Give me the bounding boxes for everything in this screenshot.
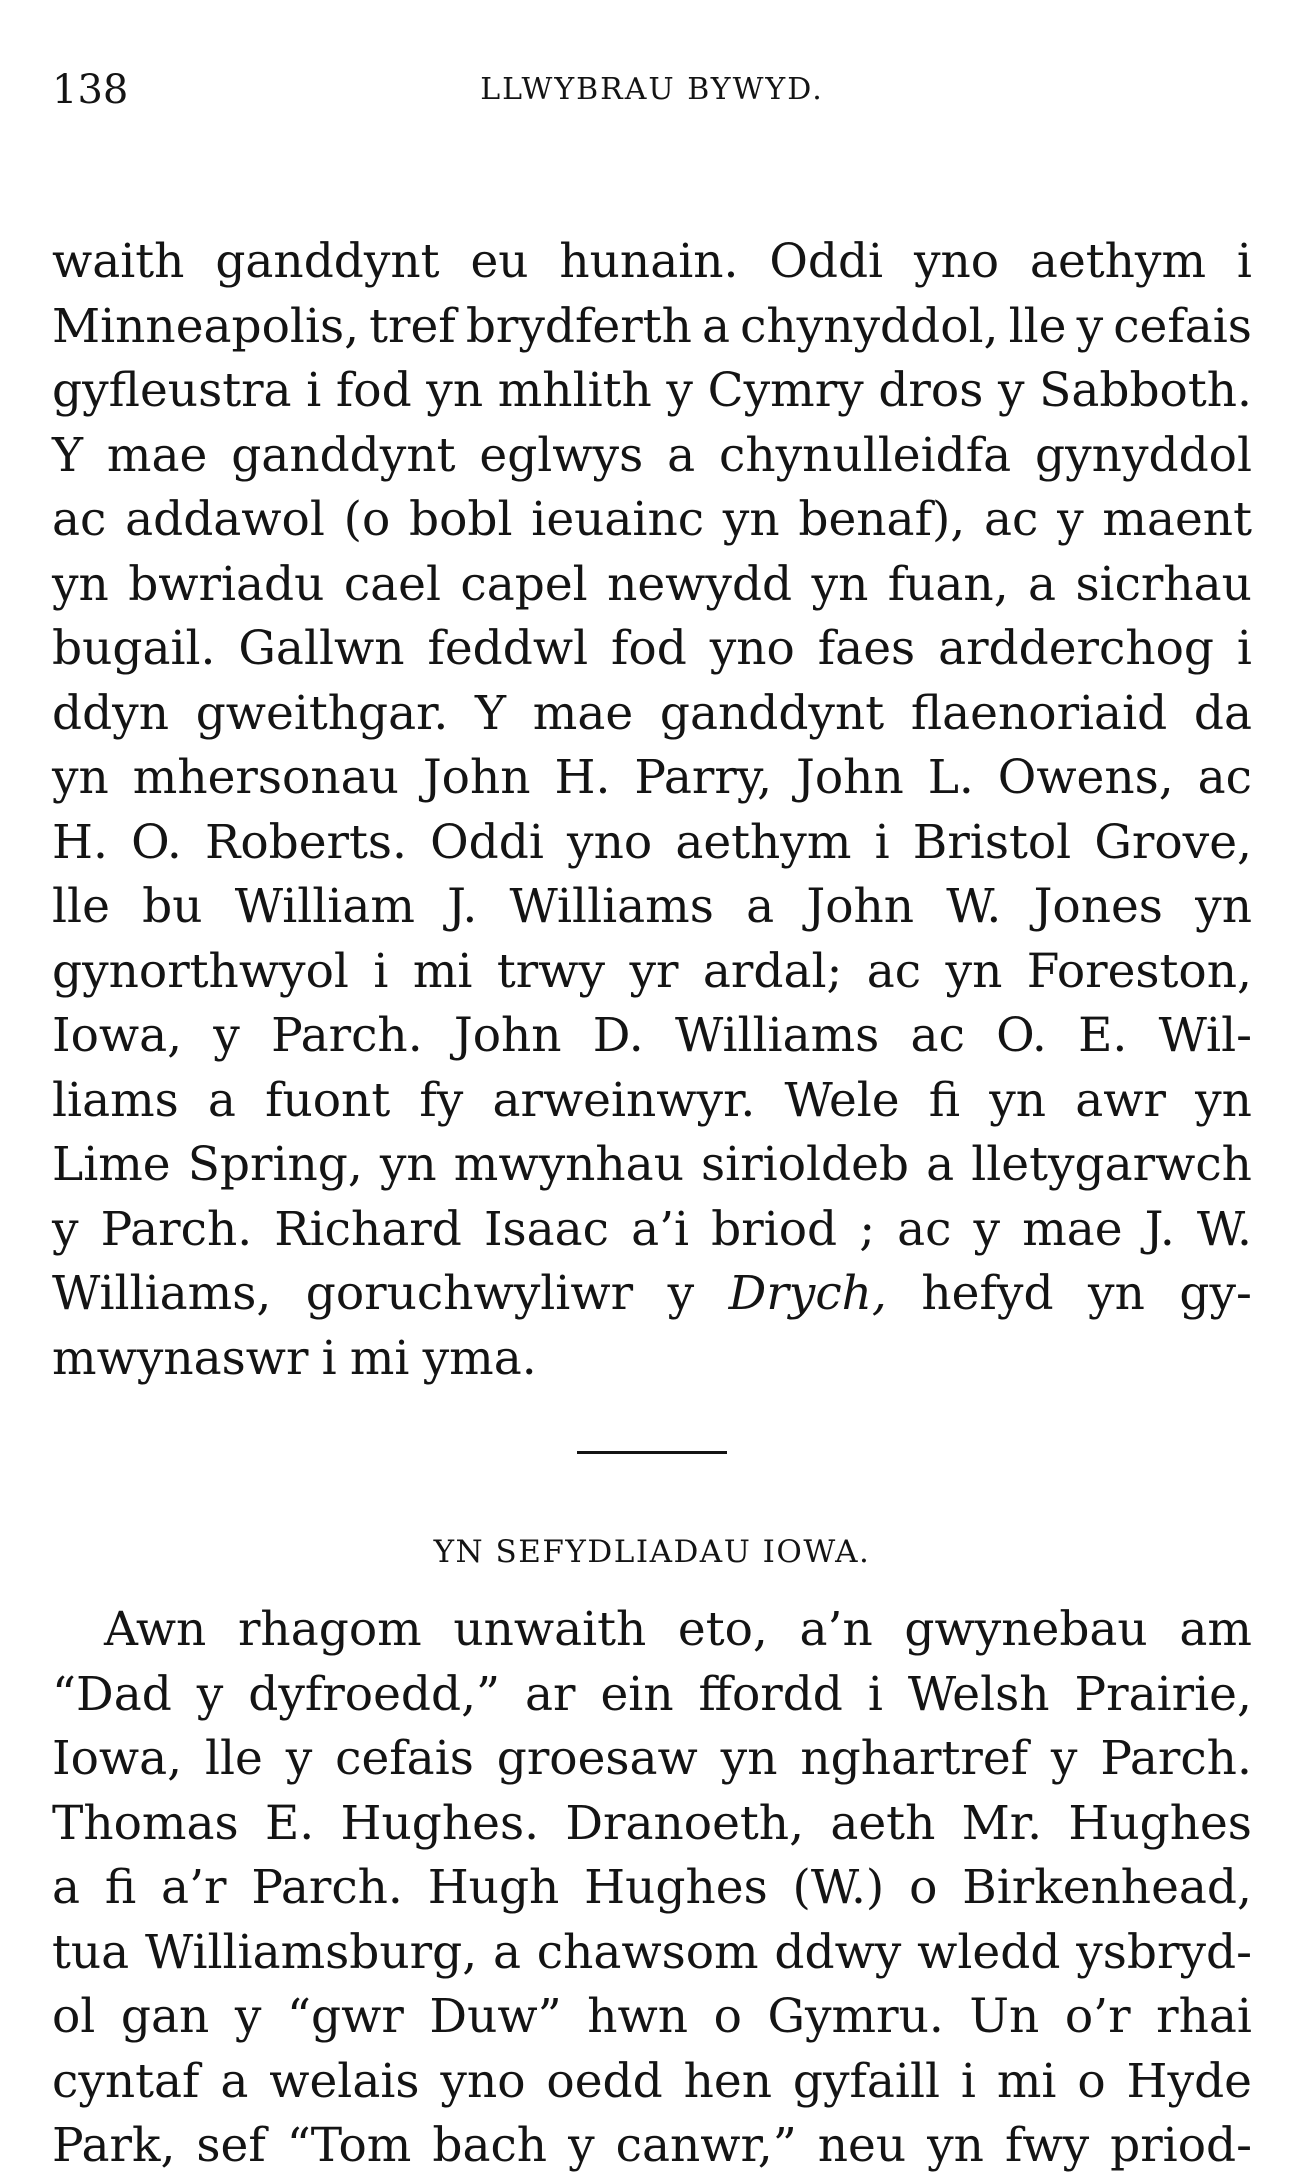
text-line	[52, 1327, 1252, 1392]
word: Richard	[274, 1201, 462, 1257]
word: Mr.	[961, 1795, 1043, 1851]
text-line	[52, 1921, 1252, 1986]
word: dyfroedd,”	[248, 1666, 501, 1722]
word: welais	[269, 2053, 420, 2109]
word: bwriadu	[128, 556, 325, 612]
word: William	[234, 879, 415, 934]
word: Gallwn	[238, 621, 405, 676]
word: dros	[878, 363, 984, 418]
running-title: LLWYBRAU BYWYD.	[480, 72, 824, 107]
word: J.	[447, 879, 478, 934]
word: yn	[989, 1072, 1047, 1128]
word: hen	[683, 2053, 772, 2109]
text-line	[52, 553, 1252, 618]
word: Isaac	[483, 1201, 609, 1257]
word: a	[701, 298, 730, 354]
word: sicrhau	[1075, 556, 1252, 612]
text-line	[52, 2050, 1252, 2115]
word: John	[422, 750, 531, 805]
word: Parch.	[1100, 1731, 1252, 1786]
word: D.	[592, 1008, 644, 1063]
word: lle	[1008, 298, 1067, 354]
word: ac	[910, 1008, 965, 1063]
word: gynorthwyol	[52, 943, 349, 999]
word: ;	[859, 1201, 876, 1257]
word: yno	[567, 814, 653, 870]
word: ar	[525, 1666, 576, 1722]
word: o	[909, 1860, 938, 1915]
word: a	[746, 879, 775, 934]
word: i	[874, 814, 890, 870]
word: newydd	[607, 556, 793, 612]
word: y	[997, 363, 1025, 418]
word: hunain.	[559, 234, 739, 289]
text-line	[52, 1004, 1252, 1069]
word: mi	[412, 943, 473, 999]
word: ieuainc	[531, 492, 705, 547]
word: yr	[629, 943, 679, 999]
word: W.	[946, 879, 1002, 934]
word: eu	[470, 234, 529, 289]
word: Un	[969, 1989, 1040, 2044]
word: brydferth	[465, 298, 692, 354]
word: o	[1077, 2053, 1106, 2109]
word: ddwy	[774, 1924, 902, 1980]
word: unwaith	[453, 1602, 647, 1657]
text-line	[52, 1262, 1252, 1327]
word: a	[926, 1137, 955, 1192]
word: Lime	[52, 1137, 171, 1192]
word: da	[1193, 685, 1252, 741]
word: aeth	[830, 1795, 936, 1851]
word: Hugh	[427, 1860, 560, 1915]
word: Y	[475, 685, 507, 741]
word: Y	[52, 427, 84, 483]
text-line	[52, 1198, 1252, 1263]
paragraph-1	[52, 230, 1252, 1391]
word: ganddynt	[215, 234, 440, 289]
word: Owens,	[997, 750, 1174, 805]
word: Wil-	[1158, 1008, 1252, 1063]
word: Iowa,	[52, 1008, 183, 1063]
text-line	[52, 875, 1252, 940]
word: Hyde	[1126, 2053, 1252, 2109]
word: John	[453, 1008, 562, 1063]
text-line	[52, 1792, 1252, 1857]
word: arweinwyr.	[492, 1072, 756, 1128]
word: Williams	[509, 879, 714, 934]
word: gynyddol	[1035, 427, 1252, 483]
word: H.	[52, 814, 108, 870]
word: Duw”	[429, 1989, 562, 2044]
word: Jones	[1033, 879, 1163, 934]
word: yn	[720, 1731, 778, 1786]
text-line	[52, 940, 1252, 1005]
text-line	[52, 1985, 1252, 2050]
word: o’r	[1064, 1989, 1131, 2044]
word: Roberts.	[204, 814, 407, 870]
word: ol	[52, 1989, 96, 2044]
word: E.	[1078, 1008, 1128, 1063]
word: bach	[432, 2118, 548, 2173]
word: waith	[52, 234, 185, 289]
word: y	[667, 1266, 695, 1321]
word: briod	[711, 1201, 838, 1257]
word: ganddynt	[231, 427, 456, 483]
word: y	[666, 363, 693, 418]
word: fwy	[1004, 2118, 1090, 2173]
word: Thomas	[52, 1795, 239, 1851]
word: ardal;	[702, 943, 843, 999]
word: gwynebau	[904, 1602, 1148, 1657]
word: tref	[369, 298, 456, 354]
word: yno	[709, 621, 795, 676]
word: wledd	[917, 1924, 1061, 1980]
word: bugail.	[52, 621, 216, 676]
text-line	[52, 1856, 1252, 1921]
word: sef	[196, 2118, 266, 2173]
word: bobl	[409, 492, 513, 547]
text-line	[52, 1069, 1252, 1134]
text-line	[52, 1663, 1252, 1728]
word: mi	[996, 2053, 1057, 2109]
word: y	[1076, 298, 1104, 354]
word: fod	[611, 621, 687, 676]
word: gweithgar.	[195, 685, 449, 741]
word: ac	[52, 492, 107, 547]
word: nghartref	[800, 1731, 1029, 1786]
word: Wele	[784, 1072, 900, 1128]
word: lletygarwch	[971, 1137, 1252, 1192]
word: i	[306, 363, 322, 418]
word: tua	[52, 1924, 130, 1980]
word: fuan,	[887, 556, 1009, 612]
word: Prairie,	[1074, 1666, 1252, 1722]
word: J.	[1144, 1201, 1175, 1257]
text-line	[52, 359, 1252, 424]
word: ac	[984, 492, 1039, 547]
word: a	[207, 1072, 236, 1128]
word: mwynhau	[453, 1137, 684, 1192]
word: John	[806, 879, 915, 934]
word: ein	[600, 1666, 674, 1722]
word: ac	[866, 943, 922, 999]
word: yn	[945, 943, 1003, 999]
word: (o	[343, 492, 391, 547]
word: flaenoriaid	[910, 685, 1168, 741]
word: yn	[811, 556, 869, 612]
word: Williamsburg,	[144, 1924, 478, 1980]
word: neu	[817, 2118, 907, 2173]
text-line	[52, 746, 1252, 811]
word: Minneapolis,	[52, 298, 360, 354]
word: y	[234, 1989, 262, 2044]
word: Williams	[674, 1008, 880, 1063]
word: eto,	[677, 1602, 768, 1657]
section-divider	[577, 1451, 727, 1454]
word: Iowa,	[52, 1731, 183, 1786]
word: ganddynt	[659, 685, 885, 741]
word: benaf),	[798, 492, 966, 547]
word: i	[1236, 621, 1252, 676]
word: Parry,	[634, 750, 773, 805]
word: mae	[106, 427, 208, 483]
word: ardderchog	[938, 621, 1214, 676]
book-page	[52, 60, 1252, 2179]
word: yn	[1195, 1072, 1252, 1128]
paragraph-2	[52, 1598, 1252, 2179]
word: mae	[1022, 1201, 1123, 1257]
word: Williams,	[52, 1266, 272, 1321]
word: gyfleustra	[52, 363, 292, 418]
word: lle	[52, 879, 110, 934]
word: sirioldeb	[701, 1137, 910, 1192]
word: lle	[204, 1731, 263, 1786]
word: Drych,	[728, 1266, 887, 1321]
text-line	[52, 617, 1252, 682]
word: trwy	[496, 943, 606, 999]
page-number: 138	[52, 67, 129, 113]
word: y	[52, 1201, 79, 1257]
word: mi	[349, 1330, 410, 1386]
word: yno	[440, 2053, 526, 2109]
word: i	[960, 2053, 976, 2109]
word: priod-	[1110, 2118, 1252, 2173]
word: fi	[104, 1860, 137, 1915]
text-line	[52, 424, 1252, 489]
word: E.	[264, 1795, 315, 1851]
word: O.	[131, 814, 182, 870]
word: capel	[460, 556, 588, 612]
word: yn	[379, 1137, 437, 1192]
word: eglwys	[479, 427, 644, 483]
word: fuont	[265, 1072, 391, 1128]
word: yma.	[422, 1330, 537, 1386]
word: Oddi	[769, 234, 884, 289]
text-line	[52, 230, 1252, 295]
word: Cymry	[707, 363, 864, 418]
word: W.	[1196, 1201, 1252, 1257]
text-line	[52, 488, 1252, 553]
word: ysbryd-	[1076, 1924, 1252, 1980]
word: cefais	[335, 1731, 474, 1786]
word: mhersonau	[132, 750, 399, 805]
word: ac	[1197, 750, 1252, 805]
word: cyntaf	[52, 2053, 200, 2109]
word: ddyn	[52, 685, 169, 741]
word: a	[492, 1924, 521, 1980]
word: rhagom	[237, 1602, 422, 1657]
word: faes	[817, 621, 916, 676]
word: yn	[927, 2118, 984, 2173]
word: L.	[927, 750, 974, 805]
word: a	[667, 427, 696, 483]
word: am	[1179, 1602, 1252, 1657]
word: chynyddol,	[740, 298, 999, 354]
word: a’i	[631, 1201, 690, 1257]
word: Hughes	[1068, 1795, 1252, 1851]
word: (W.)	[792, 1860, 885, 1915]
word: maent	[1102, 492, 1252, 547]
word: aethym	[675, 814, 852, 870]
word: i	[1236, 234, 1252, 289]
word: yn	[722, 492, 780, 547]
word: goruchwyliwr	[305, 1266, 634, 1321]
word: yn	[1195, 879, 1252, 934]
page-header	[52, 60, 1252, 120]
word: oedd	[546, 2053, 663, 2109]
word: “gwr	[287, 1989, 404, 2044]
text-line	[52, 1133, 1252, 1198]
word: o	[713, 1989, 742, 2044]
word: Sabboth.	[1039, 363, 1252, 418]
word: Bristol	[912, 814, 1072, 870]
word: ffordd	[698, 1666, 843, 1722]
word: Gymru.	[767, 1989, 944, 2044]
word: Oddi	[430, 814, 544, 870]
word: a’n	[799, 1602, 873, 1657]
word: Parch.	[271, 1008, 423, 1063]
word: rhai	[1156, 1989, 1252, 2044]
word: y	[285, 1731, 313, 1786]
word: John	[796, 750, 904, 805]
word: i	[321, 1330, 337, 1386]
text-line	[52, 1598, 1252, 1663]
word: cefais	[1113, 298, 1252, 354]
word: yn	[1088, 1266, 1145, 1321]
word: Dranoeth,	[565, 1795, 805, 1851]
word: Hughes	[584, 1860, 768, 1915]
word: bu	[142, 879, 203, 934]
word: y	[1057, 492, 1084, 547]
word: fod	[335, 363, 412, 418]
word: Spring,	[187, 1137, 363, 1192]
word: i	[867, 1666, 883, 1722]
word: chawsom	[536, 1924, 759, 1980]
word: a’r	[161, 1860, 227, 1915]
word: y	[1050, 1731, 1078, 1786]
text-line	[52, 2114, 1252, 2179]
word: mhlith	[497, 363, 652, 418]
word: feddwl	[427, 621, 589, 676]
word: y	[973, 1201, 1001, 1257]
word: a	[52, 1860, 81, 1915]
word: Hughes.	[340, 1795, 540, 1851]
word: a	[1028, 556, 1057, 612]
text-line	[52, 1727, 1252, 1792]
word: “Dad	[52, 1666, 172, 1722]
word: gyfaill	[792, 2053, 941, 2109]
word: yn	[52, 556, 109, 612]
text-line	[52, 811, 1252, 876]
word: fi	[928, 1072, 961, 1128]
word: H.	[554, 750, 611, 805]
word: liams	[52, 1072, 179, 1128]
text-line	[52, 295, 1252, 360]
word: y	[213, 1008, 240, 1063]
word: Birkenhead,	[962, 1860, 1252, 1915]
word: mwynaswr	[52, 1330, 309, 1386]
word: yn	[52, 750, 109, 805]
word: awr	[1075, 1072, 1166, 1128]
word: Grove,	[1094, 814, 1252, 870]
word: ac	[897, 1201, 952, 1257]
word: gan	[120, 1989, 210, 2044]
text-line	[52, 682, 1252, 747]
word: Awn	[104, 1602, 207, 1657]
word: canwr,”	[615, 2118, 797, 2173]
word: hwn	[587, 1989, 688, 2044]
word: Park,	[52, 2118, 176, 2173]
word: Welsh	[907, 1666, 1050, 1722]
word: y	[568, 2118, 595, 2173]
word: a	[220, 2053, 249, 2109]
word: aethym	[1029, 234, 1207, 289]
section-heading: YN SEFYDLIADAU IOWA.	[433, 1534, 871, 1570]
word: fy	[419, 1072, 464, 1128]
word: cael	[343, 556, 442, 612]
word: Foreston,	[1026, 943, 1252, 999]
word: groesaw	[496, 1731, 698, 1786]
word: hefyd	[921, 1266, 1054, 1321]
word: addawol	[125, 492, 325, 547]
word: O.	[996, 1008, 1047, 1063]
word: yn	[426, 363, 484, 418]
word: chynulleidfa	[719, 427, 1012, 483]
word: “Tom	[286, 2118, 412, 2173]
word: yno	[913, 234, 1000, 289]
word: mae	[532, 685, 634, 741]
word: i	[373, 943, 389, 999]
word: Parch.	[251, 1860, 403, 1915]
word: gy-	[1179, 1266, 1252, 1321]
word: Parch.	[100, 1201, 253, 1257]
word: y	[196, 1666, 224, 1722]
